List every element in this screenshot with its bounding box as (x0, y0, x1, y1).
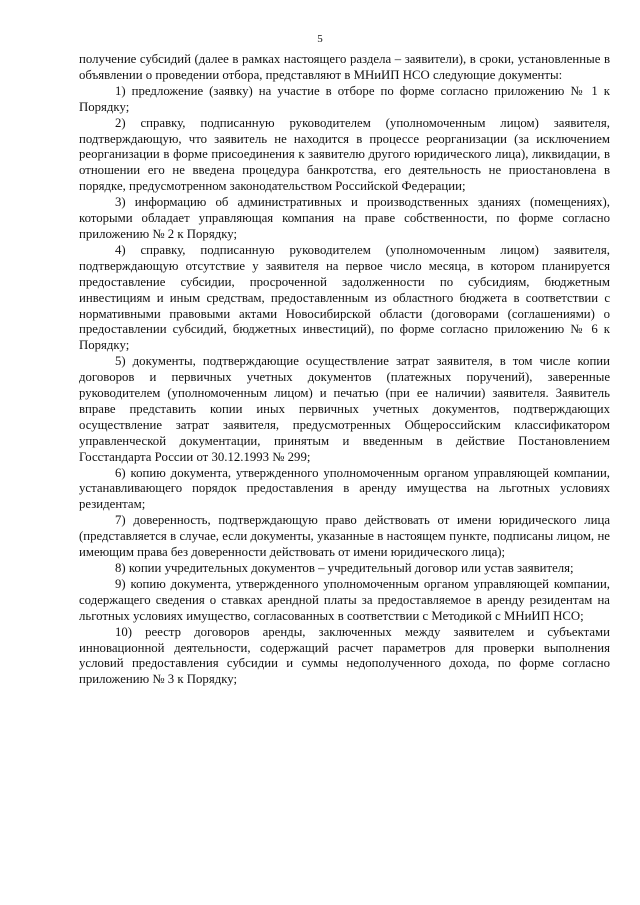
list-item-1: 1) предложение (заявку) на участие в отборе по форме согласно приложению № 1 к Порядку; (79, 83, 610, 114)
lead-paragraph: получение субсидий (далее в рамках настоящего раздела – заявители), в сроки, установленные в объявлении о проведении отбора, представляют в МНиИП НСО следующие документы: (79, 52, 610, 82)
list-item-8: 8) копии учредительных документов – учредительный договор или устав заявителя; (115, 561, 574, 575)
list-item-9: 9) копию документа, утвержденного уполномоченным органом управляющей компании, содержащего сведения о ставках арендной платы за предоставляемое в аренду резидентам на льготных условиях имущество, согласованных в соответствии с Методикой с МНиИП НСО; (79, 576, 610, 623)
list-item-4: 4) справку, подписанную руководителем (уполномоченным лицом) заявителя, подтверждающую отсутствие у заявителя на первое число месяца, в котором планируется предоставление субсидии, просроченной задолженности по субсидиям, бюджетным инвестициям и иным средствам, предоставленным из областного бюджета в соответствии с нормативными правовыми актами Новосибирской области (договорами (соглашениями) о предоставлении субсидий, бюджетных инвестиций), по форме согласно приложению № 6 к Порядку; (79, 242, 610, 353)
document-body (79, 52, 610, 688)
list-item-6: 6) копию документа, утвержденного уполномоченным органом управляющей компании, устанавливающего порядок предоставления в аренду имущества на льготных условиях резидентам; (79, 465, 610, 512)
list-item-10: 10) реестр договоров аренды, заключенных между заявителем и субъектами инновационной деятельности, содержащий расчет параметров для проверки выполнения условий предоставления субсидии и суммы недополученного дохода, по форме согласно приложению № 3 к Порядку; (79, 624, 610, 687)
list-item-7: 7) доверенность, подтверждающую право действовать от имени юридического лица (представляется в случае, если документы, указанные в настоящем пункте, подписаны лицом, не имеющим права без доверенности действовать от имени юридического лица); (79, 513, 610, 560)
page-number: 5 (317, 33, 323, 45)
list-item-2: 2) справку, подписанную руководителем (уполномоченным лицом) заявителя, подтверждающую, что заявитель не находится в процессе реорганизации (за исключением реорганизации в форме присоединения к заявителю другого юридического лица), ликвидации, в отношении его не введена процедура банкротства, его деятельность не приостановлена в порядке, предусмотренном законодательством Российской Федерации; (79, 115, 610, 194)
list-item-5: 5) документы, подтверждающие осуществление затрат заявителя, в том числе копии договоров и первичных учетных документов (платежных поручений), заверенные руководителем (уполномоченным лицом) и печатью (при ее наличии) заявителя. Заявитель вправе представить копии иных первичных учетных документов, подтверждающих осуществление затрат заявителя, предусмотренных Общероссийским классификатором управленческой документации, принятым и введенным в действие Постановлением Госстандарта России от 30.12.1993 № 299; (79, 354, 610, 464)
list-item-3: 3) информацию об административных и производственных зданиях (помещениях), которыми обладает управляющая компания на праве собственности, по форме согласно приложению № 2 к Порядку; (79, 195, 610, 241)
